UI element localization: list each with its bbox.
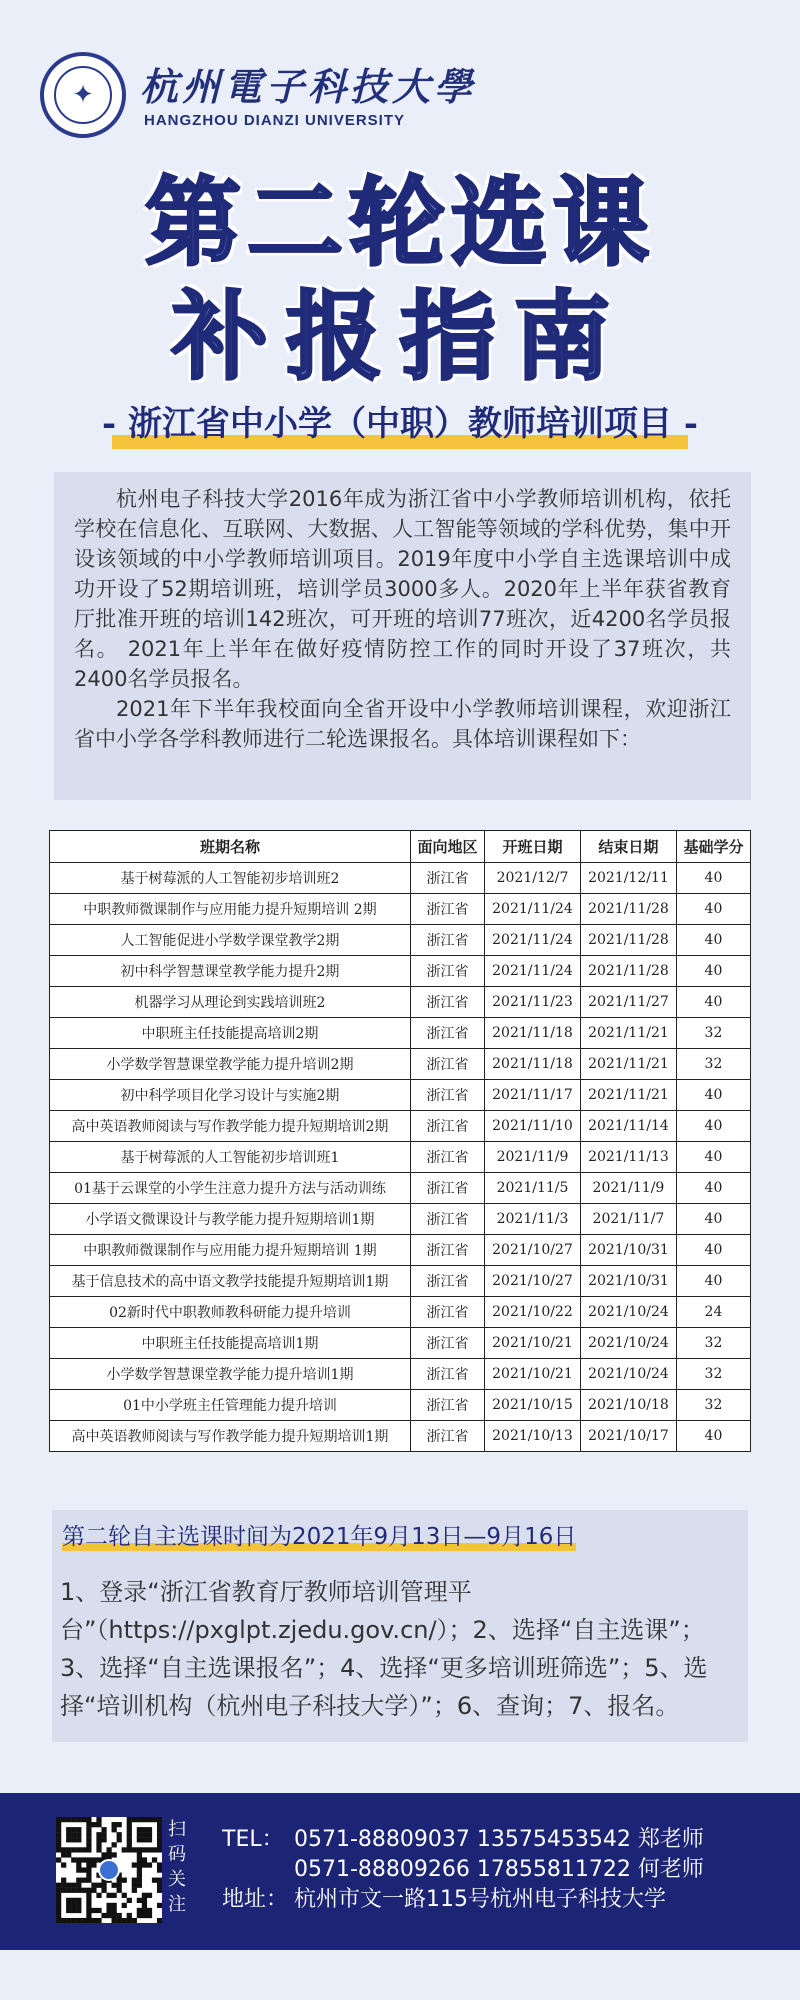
table-row [50,863,751,894]
cell-end-date: 2021/11/21 [580,1049,676,1080]
university-name-en: HANGZHOU DIANZI UNIVERSITY [144,112,406,129]
cell-end-date: 2021/11/13 [580,1142,676,1173]
cell-region: 浙江省 [410,1204,484,1235]
table-row [50,1328,751,1359]
schedule-panel [52,1510,748,1742]
cell-credits: 40 [676,1142,750,1173]
cell-end-date: 2021/10/17 [580,1421,676,1452]
cell-region: 浙江省 [410,1173,484,1204]
tel-row-2 [222,1855,704,1885]
table-row [50,1018,751,1049]
subtitle [102,396,698,445]
cell-start-date: 2021/10/15 [485,1390,581,1421]
cell-start-date: 2021/11/3 [485,1204,581,1235]
cell-credits: 32 [676,1359,750,1390]
cell-start-date: 2021/11/18 [485,1049,581,1080]
col-header-credits: 基础学分 [676,831,750,863]
table-row [50,1421,751,1452]
cell-credits: 40 [676,1266,750,1297]
emblem-center-icon: ✦ [54,66,112,124]
cell-region: 浙江省 [410,1390,484,1421]
cell-end-date: 2021/10/18 [580,1390,676,1421]
cell-course-name: 高中英语教师阅读与写作教学能力提升短期培训1期 [50,1421,411,1452]
cell-region: 浙江省 [410,1266,484,1297]
table-row [50,987,751,1018]
cell-start-date: 2021/11/17 [485,1080,581,1111]
col-header-name: 班期名称 [50,831,411,863]
cell-end-date: 2021/11/28 [580,956,676,987]
cell-course-name: 基于树莓派的人工智能初步培训班2 [50,863,411,894]
cell-course-name: 01基于云课堂的小学生注意力提升方法与活动训练 [50,1173,411,1204]
cell-course-name: 小学语文微课设计与教学能力提升短期培训1期 [50,1204,411,1235]
cell-start-date: 2021/11/23 [485,987,581,1018]
cell-course-name: 基于信息技术的高中语文教学技能提升短期培训1期 [50,1266,411,1297]
cell-region: 浙江省 [410,1328,484,1359]
cell-start-date: 2021/11/9 [485,1142,581,1173]
bottom-strip [0,1950,800,2000]
cell-end-date: 2021/11/7 [580,1204,676,1235]
cell-course-name: 中职教师微课制作与应用能力提升短期培训 1期 [50,1235,411,1266]
cell-course-name: 机器学习从理论到实践培训班2 [50,987,411,1018]
cell-region: 浙江省 [410,1142,484,1173]
cell-credits: 40 [676,894,750,925]
cell-region: 浙江省 [410,1359,484,1390]
cell-course-name: 初中科学智慧课堂教学能力提升2期 [50,956,411,987]
col-header-region: 面向地区 [410,831,484,863]
cell-region: 浙江省 [410,1297,484,1328]
cell-credits: 40 [676,863,750,894]
cell-end-date: 2021/11/14 [580,1111,676,1142]
table-row [50,1111,751,1142]
cell-start-date: 2021/11/24 [485,925,581,956]
table-row [50,1204,751,1235]
cell-region: 浙江省 [410,1111,484,1142]
cell-credits: 24 [676,1297,750,1328]
table-row [50,956,751,987]
table-row [50,1049,751,1080]
cell-end-date: 2021/11/27 [580,987,676,1018]
cell-end-date: 2021/11/28 [580,894,676,925]
cell-credits: 40 [676,1204,750,1235]
cell-region: 浙江省 [410,894,484,925]
address-label: 地址： [222,1887,289,1912]
schedule-time [62,1518,576,1551]
intro-paragraph-2: 2021年下半年我校面向全省开设中小学教师培训课程，欢迎浙江省中小学各学科教师进行二轮选课报名。具体培训课程如下： [74,697,731,751]
table-row [50,925,751,956]
cell-course-name: 中职班主任技能提高培训1期 [50,1328,411,1359]
table-row [50,1266,751,1297]
university-emblem-icon [40,52,126,138]
cell-credits: 40 [676,1111,750,1142]
cell-credits: 32 [676,1328,750,1359]
col-header-end: 结束日期 [580,831,676,863]
address: 杭州市文一路115号杭州电子科技大学 [294,1887,666,1912]
cell-region: 浙江省 [410,925,484,956]
cell-course-name: 高中英语教师阅读与写作教学能力提升短期培训2期 [50,1111,411,1142]
university-name-cn: 杭州電子科技大學 [140,64,477,109]
tel-label: TEL： [222,1827,284,1852]
cell-end-date: 2021/10/24 [580,1328,676,1359]
cell-region: 浙江省 [410,863,484,894]
intro-paragraph-1: 杭州电子科技大学2016年成为浙江省中小学教师培训机构，依托学校在信息化、互联网、大数据、人工智能等领域的学科优势，集中开设该领域的中小学教师培训项目。2019年度中小学自主选课培训中成功开设了52期培训班，培训学员3000多人。2020年上半年获省教育厅批准开班的培训142班次，可开班的培训77班次，近4200名学员报名。 2021年上半年在做好疫情防控工作的同时开设了37班次，共2400名学员报名。 [74,487,731,691]
table-row [50,1235,751,1266]
qr-code-icon[interactable] [56,1817,162,1923]
cell-region: 浙江省 [410,1080,484,1111]
cell-region: 浙江省 [410,1018,484,1049]
page-title-line2: 补报指南 [172,281,628,393]
cell-course-name: 人工智能促进小学数学课堂教学2期 [50,925,411,956]
tel-row-1 [222,1825,704,1855]
cell-end-date: 2021/11/21 [580,1018,676,1049]
cell-region: 浙江省 [410,1235,484,1266]
table-row [50,894,751,925]
cell-end-date: 2021/10/24 [580,1359,676,1390]
cell-end-date: 2021/12/11 [580,863,676,894]
cell-course-name: 小学数学智慧课堂教学能力提升培训2期 [50,1049,411,1080]
tel-2: 0571-88809266 17855811722 何老师 [294,1857,704,1882]
cell-start-date: 2021/11/24 [485,956,581,987]
cell-credits: 40 [676,956,750,987]
cell-start-date: 2021/11/5 [485,1173,581,1204]
contact-info [222,1825,704,1915]
cell-start-date: 2021/11/10 [485,1111,581,1142]
cell-course-name: 初中科学项目化学习设计与实施2期 [50,1080,411,1111]
table-row [50,1297,751,1328]
table-row [50,1359,751,1390]
footer [0,1793,800,1950]
cell-credits: 40 [676,925,750,956]
cell-start-date: 2021/10/27 [485,1266,581,1297]
col-header-start: 开班日期 [485,831,581,863]
scan-follow-label: 扫码关注 [168,1819,186,1915]
cell-course-name: 基于树莓派的人工智能初步培训班1 [50,1142,411,1173]
address-row [222,1885,704,1915]
cell-end-date: 2021/11/21 [580,1080,676,1111]
course-table [49,830,751,1452]
cell-start-date: 2021/10/22 [485,1297,581,1328]
cell-credits: 40 [676,1080,750,1111]
table-row [50,1142,751,1173]
cell-end-date: 2021/10/31 [580,1266,676,1297]
subtitle-text: - 浙江省中小学（中职）教师培训项目 - [102,404,698,444]
cell-course-name: 中职教师微课制作与应用能力提升短期培训 2期 [50,894,411,925]
cell-credits: 40 [676,987,750,1018]
cell-start-date: 2021/10/27 [485,1235,581,1266]
cell-region: 浙江省 [410,1421,484,1452]
table-row [50,1080,751,1111]
cell-credits: 32 [676,1018,750,1049]
cell-start-date: 2021/10/21 [485,1328,581,1359]
qr-code-graphic [56,1817,162,1923]
cell-region: 浙江省 [410,956,484,987]
cell-course-name: 中职班主任技能提高培训2期 [50,1018,411,1049]
cell-end-date: 2021/11/28 [580,925,676,956]
page-title-line1: 第二轮选课 [145,167,655,279]
schedule-time-text: 第二轮自主选课时间为2021年9月13日—9月16日 [62,1524,577,1550]
tel-1: 0571-88809037 13575453542 郑老师 [294,1827,704,1852]
cell-credits: 40 [676,1173,750,1204]
cell-end-date: 2021/10/24 [580,1297,676,1328]
cell-start-date: 2021/11/24 [485,894,581,925]
cell-credits: 40 [676,1235,750,1266]
subtitle-wrap [0,396,800,445]
cell-start-date: 2021/10/21 [485,1359,581,1390]
cell-region: 浙江省 [410,1049,484,1080]
header [40,52,760,142]
cell-credits: 32 [676,1390,750,1421]
cell-credits: 32 [676,1049,750,1080]
cell-end-date: 2021/11/9 [580,1173,676,1204]
intro-panel [54,472,751,800]
cell-end-date: 2021/10/31 [580,1235,676,1266]
cell-course-name: 02新时代中职教师教科研能力提升培训 [50,1297,411,1328]
cell-region: 浙江省 [410,987,484,1018]
cell-start-date: 2021/12/7 [485,863,581,894]
cell-course-name: 01中小学班主任管理能力提升培训 [50,1390,411,1421]
cell-start-date: 2021/11/18 [485,1018,581,1049]
table-row [50,1390,751,1421]
cell-start-date: 2021/10/13 [485,1421,581,1452]
table-header-row [50,831,751,863]
schedule-steps: 1、登录“浙江省教育厅教师培训管理平台”（https://pxglpt.zjedu.gov.cn/）；2、选择“自主选课”；3、选择“自主选课报名”；4、选择“更多培训班筛选”；5、选择“培训机构（杭州电子科技大学）”；6、查询；7、报名。 [60,1578,708,1720]
table-row [50,1173,751,1204]
cell-course-name: 小学数学智慧课堂教学能力提升培训1期 [50,1359,411,1390]
cell-credits: 40 [676,1421,750,1452]
